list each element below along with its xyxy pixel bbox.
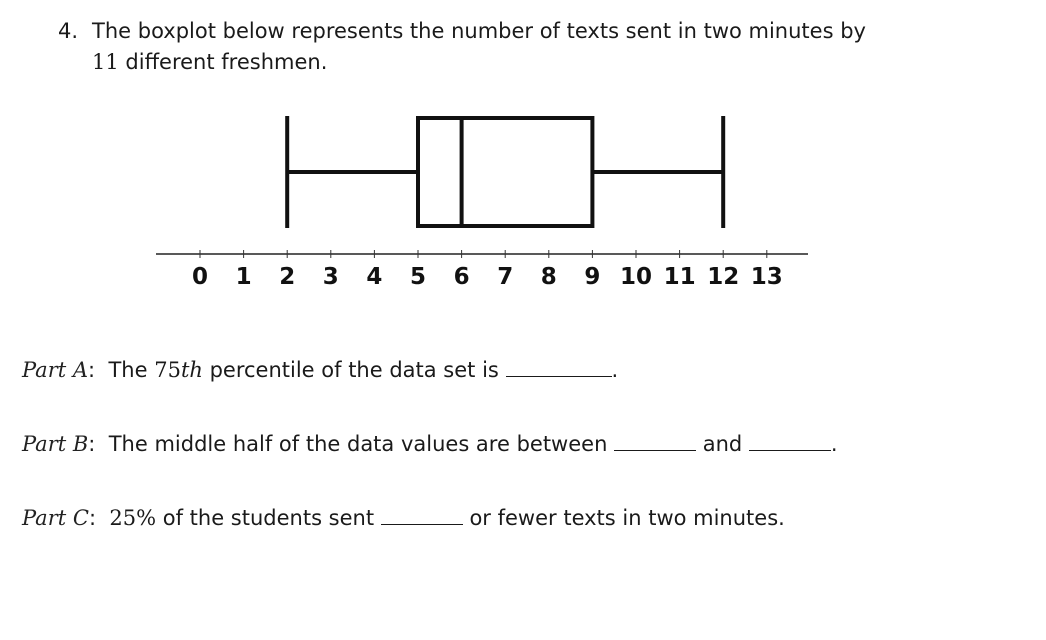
axis-tick-label: 5	[409, 264, 427, 290]
percentile-number: 75	[154, 358, 181, 382]
axis-tick-label: 10	[619, 264, 653, 290]
part-a-end: .	[611, 358, 619, 382]
part-a-text-after: percentile of the data set is	[202, 358, 506, 382]
axis-tick-label: 11	[663, 264, 696, 290]
axis-tick-label: 8	[540, 264, 557, 290]
part-b-answer-blank-2[interactable]	[749, 432, 831, 451]
part-b-end: .	[830, 432, 838, 456]
question-stem-end: different freshmen.	[118, 50, 328, 74]
part-a-text-before: The	[108, 358, 155, 382]
axis-tick-label: 13	[750, 264, 783, 290]
part-b-answer-blank-1[interactable]	[614, 432, 696, 451]
part-b-label: Part B	[22, 432, 89, 456]
axis-tick-label: 3	[322, 264, 339, 290]
part-a-label: Part A	[22, 358, 89, 382]
axis-tick-label: 1	[235, 264, 252, 290]
axis-tick-label: 9	[584, 264, 601, 290]
part-c-label: Part C	[22, 506, 89, 530]
axis-tick-label: 4	[366, 264, 383, 290]
question-stem: The boxplot below represents the number of texts sent in two minutes by	[92, 19, 866, 43]
part-a	[22, 356, 618, 384]
question-number: 4.	[58, 19, 79, 43]
part-c-answer-blank[interactable]	[381, 506, 463, 525]
part-c-text-after: or fewer texts in two minutes.	[462, 506, 785, 530]
part-b-text-before: The middle half of the data values are between	[108, 432, 615, 456]
axis-tick-label: 2	[279, 264, 296, 290]
part-b-colon: :	[88, 432, 96, 456]
interquartile-box	[418, 118, 592, 226]
part-c-colon: :	[88, 506, 97, 530]
part-b	[22, 430, 838, 458]
axis-tick-labels	[192, 264, 783, 290]
percent-value: 25%	[109, 506, 157, 530]
axis-tick-label: 7	[497, 264, 514, 290]
axis-tick-label: 0	[191, 264, 209, 290]
percentile-suffix: th	[180, 358, 203, 382]
part-b-middle: and	[696, 432, 749, 456]
part-a-answer-blank[interactable]	[506, 358, 612, 377]
student-count: 11	[92, 50, 119, 74]
boxplot-chart	[0, 0, 1046, 300]
axis-tick-label: 6	[453, 264, 470, 290]
part-c-text-before: of the students sent	[156, 506, 381, 530]
axis-tick-label: 12	[707, 264, 740, 290]
part-c	[22, 504, 785, 532]
part-a-colon: :	[88, 358, 96, 382]
